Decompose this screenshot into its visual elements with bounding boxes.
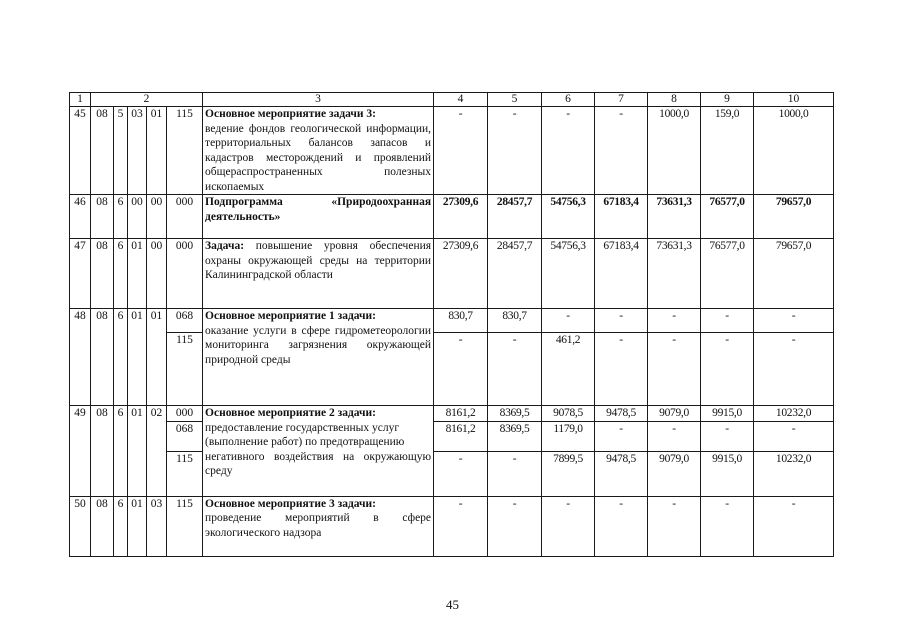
value-cell: 76577,0 [701, 239, 754, 309]
description-cell [203, 496, 434, 556]
value-cell: 28457,7 [488, 195, 542, 239]
code-cell: 6 [114, 406, 128, 497]
header-cell: 8 [648, 93, 701, 107]
description-title: Подпрограмма «Природоохранная деятельность» [205, 196, 432, 223]
header-cell: 4 [434, 93, 488, 107]
value-cell: 8161,2 [434, 406, 488, 422]
description-title: Задача: [205, 240, 245, 252]
value-cell: 8161,2 [434, 421, 488, 451]
value-cell: 9079,0 [648, 451, 701, 496]
value-cell: - [701, 309, 754, 333]
value-cell: 10232,0 [754, 451, 834, 496]
code-cell: 00 [147, 195, 167, 239]
value-cell: 79657,0 [754, 239, 834, 309]
code-cell: 068 [167, 309, 203, 333]
value-cell: - [488, 107, 542, 195]
header-cell: 6 [542, 93, 595, 107]
header-cell: 10 [754, 93, 834, 107]
value-cell: - [595, 107, 648, 195]
code-cell: 6 [114, 239, 128, 309]
code-cell: 02 [147, 406, 167, 497]
value-cell: 8369,5 [488, 406, 542, 422]
description-cell [203, 309, 434, 406]
value-cell: - [542, 309, 595, 333]
value-cell: 461,2 [542, 333, 595, 406]
value-cell: 73631,3 [648, 239, 701, 309]
row-number: 49 [70, 406, 91, 497]
value-cell: - [648, 333, 701, 406]
code-cell: 01 [128, 309, 147, 406]
table-row [70, 195, 834, 239]
description-cell [203, 406, 434, 497]
value-cell: 159,0 [701, 107, 754, 195]
table-row [70, 406, 834, 422]
code-cell: 01 [147, 107, 167, 195]
description-cell [203, 107, 434, 195]
value-cell: - [488, 451, 542, 496]
value-cell: 54756,3 [542, 195, 595, 239]
code-cell: 115 [167, 496, 203, 556]
code-cell: 08 [91, 496, 114, 556]
description-title: Основное мероприятие 1 задачи: [205, 310, 377, 322]
code-cell: 00 [128, 195, 147, 239]
value-cell: 76577,0 [701, 195, 754, 239]
code-cell: 08 [91, 195, 114, 239]
description-text: повышение уровня обеспечения охраны окружающей среды на территории Калининградской области [205, 240, 432, 281]
value-cell: 54756,3 [542, 239, 595, 309]
code-cell: 115 [167, 107, 203, 195]
table-row [70, 107, 834, 195]
value-cell: - [701, 496, 754, 556]
header-cell: 1 [70, 93, 91, 107]
code-cell: 08 [91, 107, 114, 195]
value-cell: - [542, 107, 595, 195]
code-cell: 6 [114, 309, 128, 406]
code-cell: 08 [91, 309, 114, 406]
code-cell: 08 [91, 239, 114, 309]
value-cell: - [754, 333, 834, 406]
value-cell: - [648, 496, 701, 556]
code-cell: 01 [128, 406, 147, 497]
value-cell: 8369,5 [488, 421, 542, 451]
table-subrow [70, 333, 834, 406]
value-cell: - [754, 496, 834, 556]
code-cell: 03 [147, 496, 167, 556]
code-cell: 000 [167, 239, 203, 309]
value-cell: 9078,5 [542, 406, 595, 422]
value-cell: 1000,0 [754, 107, 834, 195]
value-cell: - [595, 496, 648, 556]
row-number: 48 [70, 309, 91, 406]
code-cell: 01 [128, 239, 147, 309]
value-cell: 79657,0 [754, 195, 834, 239]
value-cell: 1000,0 [648, 107, 701, 195]
value-cell: 67183,4 [595, 239, 648, 309]
code-cell: 03 [128, 107, 147, 195]
value-cell: 27309,6 [434, 195, 488, 239]
header-cell: 2 [91, 93, 203, 107]
value-cell: - [754, 309, 834, 333]
value-cell: - [754, 421, 834, 451]
description-title: Основное мероприятие 2 задачи: [205, 407, 377, 419]
description-cell [203, 239, 434, 309]
description-text: (выполнение работ) по предотвращению [205, 436, 405, 448]
value-cell: - [542, 496, 595, 556]
value-cell: 9915,0 [701, 451, 754, 496]
value-cell: 7899,5 [542, 451, 595, 496]
budget-table [69, 92, 834, 557]
code-cell: 115 [167, 451, 203, 496]
header-row [70, 93, 834, 107]
description-text: оказание услуги в сфере гидрометеорологии мониторинга загрязнения окружающей природной среды [205, 324, 432, 366]
code-cell: 068 [167, 421, 203, 451]
value-cell: 28457,7 [488, 239, 542, 309]
value-cell: 27309,6 [434, 239, 488, 309]
value-cell: - [595, 421, 648, 451]
table-row [70, 496, 834, 556]
table-subrow [70, 451, 834, 496]
value-cell: - [434, 107, 488, 195]
value-cell: 1179,0 [542, 421, 595, 451]
code-cell: 6 [114, 195, 128, 239]
header-cell: 3 [203, 93, 434, 107]
description-cell [203, 195, 434, 239]
row-number: 47 [70, 239, 91, 309]
code-cell: 5 [114, 107, 128, 195]
value-cell: - [434, 333, 488, 406]
value-cell: - [701, 421, 754, 451]
page-number: 45 [446, 597, 459, 612]
value-cell: - [434, 496, 488, 556]
value-cell: - [701, 333, 754, 406]
header-cell: 9 [701, 93, 754, 107]
value-cell: - [595, 333, 648, 406]
value-cell: 10232,0 [754, 406, 834, 422]
code-cell: 08 [91, 406, 114, 497]
value-cell: 9079,0 [648, 406, 701, 422]
value-cell: 830,7 [434, 309, 488, 333]
value-cell: 9478,5 [595, 406, 648, 422]
row-number: 50 [70, 496, 91, 556]
description-title: Основное мероприятие задачи 3: [205, 108, 377, 120]
description-text: ведение фондов геологической информации, территориальных балансов запасов и кадастров месторождений и проявлений общераспространенных полезных ископаемых [205, 122, 432, 193]
value-cell: - [648, 309, 701, 333]
description-text: проведение мероприятий в сфере экологического надзора [205, 512, 432, 539]
value-cell: - [595, 309, 648, 333]
row-number: 45 [70, 107, 91, 195]
header-cell: 5 [488, 93, 542, 107]
value-cell: - [648, 421, 701, 451]
value-cell: 9478,5 [595, 451, 648, 496]
value-cell: 67183,4 [595, 195, 648, 239]
table-row [70, 309, 834, 333]
code-cell: 6 [114, 496, 128, 556]
value-cell: 73631,3 [648, 195, 701, 239]
description-text: предоставление государственных услуг [205, 421, 400, 434]
code-cell: 00 [147, 239, 167, 309]
code-cell: 000 [167, 195, 203, 239]
code-cell: 01 [128, 496, 147, 556]
value-cell: - [434, 451, 488, 496]
code-cell: 000 [167, 406, 203, 422]
code-cell: 115 [167, 333, 203, 406]
table-row [70, 239, 834, 309]
description-title: Основное мероприятие 3 задачи: [205, 497, 377, 510]
value-cell: - [488, 496, 542, 556]
table-subrow [70, 421, 834, 451]
row-number: 46 [70, 195, 91, 239]
header-cell: 7 [595, 93, 648, 107]
value-cell: - [488, 333, 542, 406]
value-cell: 9915,0 [701, 406, 754, 422]
value-cell: 830,7 [488, 309, 542, 333]
code-cell: 01 [147, 309, 167, 406]
description-text: негативного воздействия на окружающую среду [205, 450, 432, 477]
